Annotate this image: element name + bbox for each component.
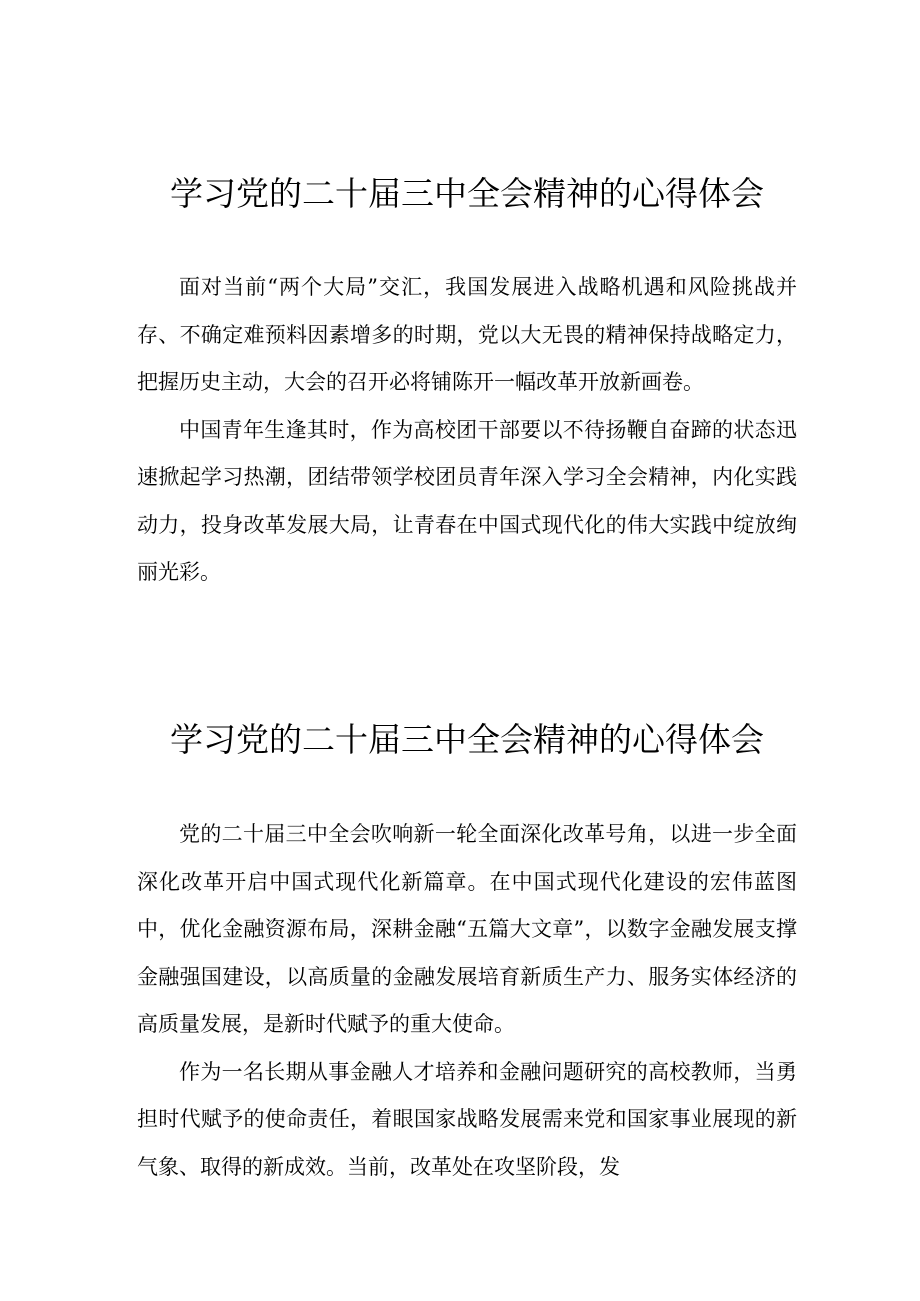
paragraph: 作为一名长期从事金融人才培养和金融问题研究的高校教师，当勇担时代赋予的使命责任，着眼国家战略发展需来党和国家事业展现的新气象、取得的新成效。当前，改革处在攻坚阶段，发 (137, 1059, 797, 1179)
section-body (137, 264, 797, 597)
paragraph: 党的二十届三中全会吹响新一轮全面深化改革号角，以进一步全面深化改革开启中国式现代化新篇章。在中国式现代化建设的宏伟蓝图中，优化金融资源布局，深耕金融“五篇大文章”，以数字金融发展支撑金融强国建设，以高质量的金融发展培育新质生产力、服务实体经济的高质量发展，是新时代赋予的重大使命。 (137, 822, 797, 1036)
paragraph: 面对当前“两个大局”交汇，我国发展进入战略机遇和风险挑战并存、不确定难预料因素增多的时期，党以大无畏的精神保持战略定力，把握历史主动，大会的召开必将铺陈开一幅改革开放新画卷。 (137, 275, 797, 394)
paragraph: 中国青年生逢其时，作为高校团干部要以不待扬鞭自奋蹄的状态迅速掀起学习热潮，团结带领学校团员青年深入学习全会精神，内化实践动力，投身改革发展大局，让青春在中国式现代化的伟大实践中绽放绚丽光彩。 (137, 417, 797, 584)
article-section-1 (137, 170, 797, 597)
article-section-2 (137, 716, 797, 1191)
section-body (137, 811, 797, 1191)
section-title: 学习党的二十届三中全会精神的心得体会 (170, 174, 764, 213)
section-title: 学习党的二十届三中全会精神的心得体会 (170, 720, 764, 759)
